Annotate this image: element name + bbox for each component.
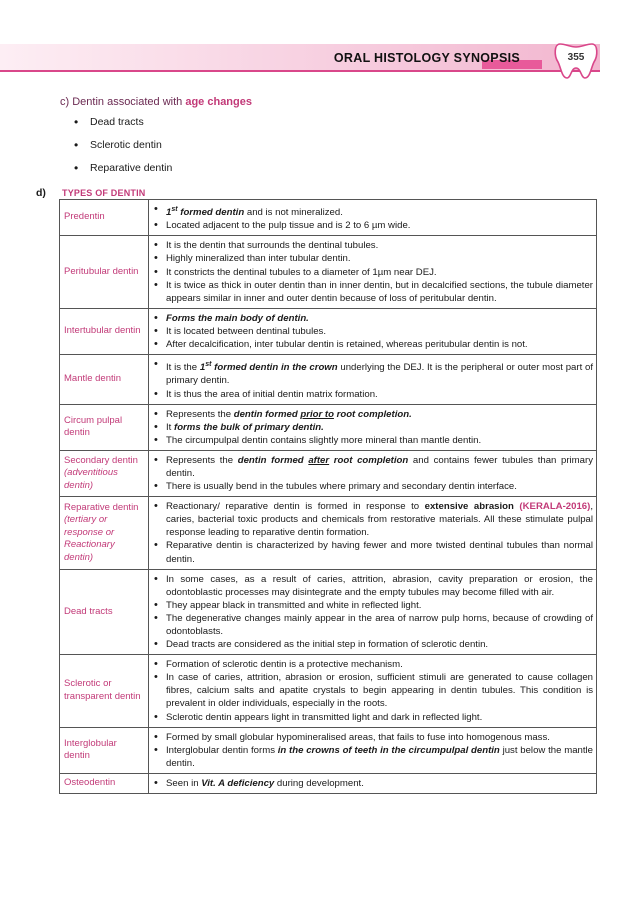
list-item: • The circumpulpal dentin contains slightly more mineral than mantle dentin.	[154, 434, 593, 447]
section-c-heading	[60, 96, 252, 108]
page-number: 355	[567, 52, 585, 63]
desc-osteodentin	[149, 773, 597, 793]
desc-mantle	[149, 355, 597, 404]
table-row	[60, 236, 597, 308]
list-item: • Formation of sclerotic dentin is a protective mechanism.	[154, 658, 593, 671]
list-item: • Seen in Vit. A deficiency during development.	[154, 777, 593, 790]
list-item: • In case of caries, attrition, abrasion or erosion, sufficient stimuli are generated to cause collagen fibres, calcium salts and apatite crystals to begin appearing in dentin tubules. This condition is prevalent in older individuals, especially in the roots.	[154, 671, 593, 710]
list-item: • Represents the dentin formed after root completion and contains fewer tubules than primary dentin.	[154, 454, 593, 480]
table-row	[60, 308, 597, 354]
list-item: • It constricts the dentinal tubules to a diameter of 1µm near DEJ.	[154, 266, 593, 279]
list-item: • There is usually bend in the tubules where primary and secondary dentin interface.	[154, 480, 593, 493]
desc-sclerotic	[149, 655, 597, 727]
list-item: • Interglobular dentin forms in the crowns of teeth in the circumpulpal dentin just below the mantle dentin.	[154, 744, 593, 770]
list-item: • Dead tracts	[72, 116, 172, 128]
term-predentin: Predentin	[60, 200, 149, 236]
term-reparative: Reparative dentin (tertiary or response or Reactionary dentin)	[60, 497, 149, 569]
table-row	[60, 727, 597, 773]
list-item: • It forms the bulk of primary dentin.	[154, 421, 593, 434]
desc-secondary	[149, 450, 597, 496]
term-secondary: Secondary dentin (adventitious dentin)	[60, 450, 149, 496]
list-item: • After decalcification, inter tubular dentin is retained, whereas peritubular dentin is not.	[154, 338, 593, 351]
desc-dead-tracts	[149, 569, 597, 655]
list-item: • Sclerotic dentin	[72, 139, 172, 151]
table-row	[60, 497, 597, 569]
list-item: • Sclerotic dentin appears light in transmitted light and dark in reflected light.	[154, 711, 593, 724]
table-row	[60, 404, 597, 450]
table-row	[60, 200, 597, 236]
list-item: • Located adjacent to the pulp tissue and is 2 to 6 µm wide.	[154, 219, 593, 232]
section-c-prefix: c) Dentin associated with	[60, 96, 186, 108]
list-item: • It is the dentin that surrounds the dentinal tubules.	[154, 239, 593, 252]
desc-circumpulpal	[149, 404, 597, 450]
list-item: • 1st formed dentin and is not mineralized.	[154, 203, 593, 219]
list-item: • Forms the main body of dentin.	[154, 312, 593, 325]
table-row	[60, 450, 597, 496]
section-c-highlight: age changes	[185, 96, 252, 108]
list-item: • The degenerative changes mainly appear in the area of narrow pulp horns, because of crowding of odontoblasts.	[154, 612, 593, 638]
section-d-label: d)	[36, 187, 46, 199]
section-d-title: TYPES OF DENTIN	[62, 188, 146, 198]
list-item: • Highly mineralized than inter tubular dentin.	[154, 252, 593, 265]
desc-intertubular	[149, 308, 597, 354]
list-item: • Represents the dentin formed prior to root completion.	[154, 408, 593, 421]
age-changes-list	[72, 116, 172, 185]
term-intertubular: Intertubular dentin	[60, 308, 149, 354]
term-dead-tracts: Dead tracts	[60, 569, 149, 655]
list-item: • Reactionary/ reparative dentin is formed in response to extensive abrasion (KERALA-2016), caries, bacterial toxic products and chemicals from restorative materials. All these stimulate pulpal response leading to reparative dentin formation.	[154, 500, 593, 539]
term-circumpulpal: Circum pulpal dentin	[60, 404, 149, 450]
table-row	[60, 569, 597, 655]
list-item: • Reparative dentin is characterized by having fewer and more twisted dentinal tubules than normal dentin.	[154, 539, 593, 565]
term-interglobular: Interglobular dentin	[60, 727, 149, 773]
types-of-dentin-table	[59, 199, 597, 794]
list-item: • It is located between dentinal tubules.	[154, 325, 593, 338]
table-row	[60, 773, 597, 793]
term-mantle: Mantle dentin	[60, 355, 149, 404]
list-item: • Dead tracts are considered as the initial step in formation of sclerotic dentin.	[154, 638, 593, 651]
list-item: • They appear black in transmitted and white in reflected light.	[154, 599, 593, 612]
list-item: • It is the 1st formed dentin in the crown underlying the DEJ. It is the peripheral or outer most part of primary dentin.	[154, 358, 593, 387]
table-row	[60, 655, 597, 727]
desc-predentin	[149, 200, 597, 236]
desc-peritubular	[149, 236, 597, 308]
list-item: • Formed by small globular hypomineralised areas, that fails to fuse into homogenous mass.	[154, 731, 593, 744]
term-peritubular: Peritubular dentin	[60, 236, 149, 308]
list-item: • It is thus the area of initial dentin matrix formation.	[154, 388, 593, 401]
running-header-title: ORAL HISTOLOGY SYNOPSIS	[333, 51, 520, 65]
term-sclerotic: Sclerotic or transparent dentin	[60, 655, 149, 727]
list-item: • It is twice as thick in outer dentin than in inner dentin, but in decalcified sections, the tubule diameter appears similar in inner and outer dentin because of loss of peritubular dentin.	[154, 279, 593, 305]
list-item: • In some cases, as a result of caries, attrition, abrasion, cavity preparation or erosion, the odontoblastic processes may disintegrate and the empty tubules may become filled with air.	[154, 573, 593, 599]
table-row	[60, 355, 597, 404]
desc-interglobular	[149, 727, 597, 773]
term-osteodentin: Osteodentin	[60, 773, 149, 793]
desc-reparative	[149, 497, 597, 569]
list-item: • Reparative dentin	[72, 162, 172, 174]
